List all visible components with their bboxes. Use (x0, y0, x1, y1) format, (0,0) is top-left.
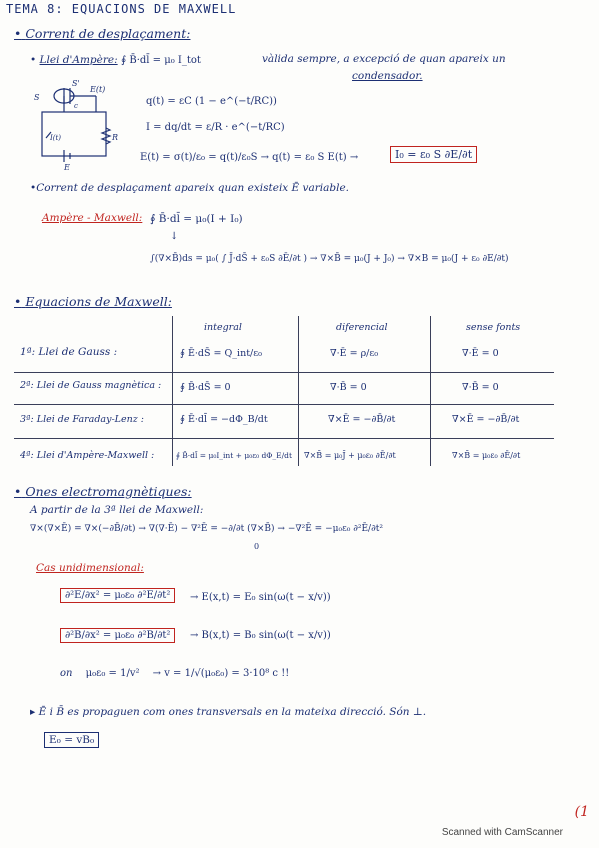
table-divider-vertical (430, 316, 431, 466)
ampere-note-line2: condensador. (352, 70, 423, 82)
wave-equation-b-box: ∂²B/∂x² = μ₀ε₀ ∂²B/∂t² (60, 628, 175, 643)
table-cell-differential: ∇×B̄ = μ₀J̄ + μ₀ε₀ ∂Ē/∂t (304, 451, 396, 460)
displacement-note: •Corrent de desplaçament apareix quan existeix Ē variable. (30, 182, 350, 194)
section-heading-text: Corrent de desplaçament: (25, 26, 191, 41)
table-cell-sourceless: ∇·Ē = 0 (462, 348, 499, 359)
ampere-maxwell-derivation: ∫(∇×B̄)ds = μ₀( ∫ J̄·dS̄ + ε₀S ∂Ē/∂t ) → ∇×B̄ = μ₀(J + J₀) → ∇×B = μ₀(J + ε₀ ∂E/∂t) (150, 254, 509, 264)
page-number-mark: (1 (574, 804, 589, 820)
wave-equation-e-box: ∂²E/∂x² = μ₀ε₀ ∂²E/∂t² (60, 588, 175, 603)
table-row-label: 4ª: Llei d'Ampère-Maxwell : (20, 450, 155, 461)
column-header-sourceless: sense fonts (466, 322, 521, 333)
page-title: TEMA 8: EQUACIONS DE MAXWELL (6, 2, 237, 16)
circuit-label-e: E (64, 163, 70, 170)
propagation-text: Ē i B̄ es propaguen com ones transversals en la mateixa direcció. Són ⊥. (38, 706, 427, 718)
displacement-current-box: I₀ = ε₀ S ∂E/∂t (390, 146, 477, 163)
table-cell-sourceless: ∇×Ē = −∂B̄/∂t (452, 414, 520, 425)
table-cell-integral: ∮ B̄·dS̄ = 0 (180, 382, 231, 393)
table-cell-integral: ∮ Ē·dl̄ = −dΦ_B/dt (180, 414, 268, 425)
on-word: on (60, 668, 73, 679)
amplitude-relation-box: E₀ = vB₀ (44, 732, 99, 748)
zero-annotation: 0 (254, 542, 260, 551)
circuit-label-c: c (74, 102, 78, 110)
table-divider-horizontal (14, 404, 554, 405)
circuit-label-s: S (34, 93, 40, 102)
column-header-integral: integral (204, 322, 242, 333)
bullet-icon: • (14, 26, 22, 41)
ampere-maxwell-label: Ampère - Maxwell: (42, 212, 143, 224)
ampere-note-line1: vàlida sempre, a excepció de quan apareix un (262, 53, 506, 65)
propagation-note (30, 706, 426, 718)
scanner-footer: Scanned with CamScanner (441, 827, 563, 838)
table-row-label: 1ª: Llei de Gauss : (20, 346, 118, 358)
wave-solution-e: → E(x,t) = E₀ sin(ω(t − x/v)) (190, 592, 331, 603)
section-heading-displacement (14, 26, 190, 41)
circuit-label-et: E(t) (90, 85, 106, 94)
table-divider-horizontal (14, 372, 554, 373)
table-cell-differential: ∇·B̄ = 0 (330, 382, 367, 393)
table-row-label: 3ª: Llei de Faraday-Lenz : (20, 414, 144, 425)
field-equation-left: E(t) = σ(t)/ε₀ = q(t)/ε₀S (140, 152, 258, 163)
ampere-label: Llei d'Ampère: (39, 54, 118, 66)
curl-curl-derivation: ∇×(∇×Ē) = ∇×(−∂B̄/∂t) → ∇(∇·Ē) − ∇²Ē = −∂/∂t (∇×B̄) → −∇²Ē = −μ₀ε₀ ∂²Ē/∂t² (30, 524, 383, 534)
bullet-icon: • (30, 54, 37, 66)
unidimensional-label: Cas unidimensional: (36, 562, 144, 574)
circuit-label-r: R (112, 133, 119, 142)
section-heading-waves (14, 484, 192, 499)
table-cell-sourceless: ∇×B̄ = μ₀ε₀ ∂Ē/∂t (452, 451, 521, 460)
table-divider-vertical (172, 316, 173, 466)
table-cell-differential: ∇×Ē = −∂B̄/∂t (328, 414, 396, 425)
column-header-differential: diferencial (336, 322, 388, 333)
speed-relation (60, 668, 289, 679)
field-equation-mid: → q(t) = ε₀ S E(t) → (260, 152, 359, 163)
field-equation (140, 152, 358, 163)
ampere-maxwell-equation: ∮ B̄·dl̄ = μ₀(I + I₀) (150, 213, 243, 225)
current-equation: I = dq/dt = ε/R · e^(−t/RC) (146, 122, 285, 133)
table-divider-horizontal (14, 438, 554, 439)
section-heading-text: Equacions de Maxwell: (25, 294, 172, 309)
table-cell-differential: ∇·Ē = ρ/ε₀ (330, 348, 379, 359)
section-heading-maxwell (14, 294, 172, 309)
ampere-row (30, 54, 201, 66)
table-cell-integral: ∮ B̄·dl̄ = μ₀I_int + μ₀ε₀ dΦ_E/dt (176, 451, 293, 460)
charge-equation: q(t) = εC (1 − e^(−t/RC)) (146, 96, 277, 107)
speed-equation: μ₀ε₀ = 1/v² (85, 668, 140, 679)
capacitor-circuit-diagram (34, 78, 134, 170)
speed-result: → v = 1/√(μ₀ε₀) = 3·10⁸ c !! (152, 668, 290, 679)
table-divider-vertical (298, 316, 299, 466)
ampere-equation: ∮ B̄·dl̄ = μ₀ I_tot (120, 55, 201, 66)
table-row-label: 2ª: Llei de Gauss magnètica : (20, 380, 162, 391)
circuit-label-it: I(t) (50, 134, 62, 142)
section-heading-text: Ones electromagnètiques: (25, 484, 192, 499)
triangle-bullet-icon: ▸ (30, 706, 36, 718)
table-cell-integral: ∮ Ē·dS̄ = Q_int/ε₀ (180, 348, 262, 359)
bullet-icon: • (14, 484, 22, 499)
waves-intro: A partir de la 3ª llei de Maxwell: (30, 504, 204, 516)
circuit-label-s-prime: S' (72, 79, 80, 88)
wave-solution-b: → B(x,t) = B₀ sin(ω(t − x/v)) (190, 630, 331, 641)
bullet-icon: • (14, 294, 22, 309)
down-arrow-icon: ↓ (170, 231, 179, 242)
table-cell-sourceless: ∇·B̄ = 0 (462, 382, 499, 393)
